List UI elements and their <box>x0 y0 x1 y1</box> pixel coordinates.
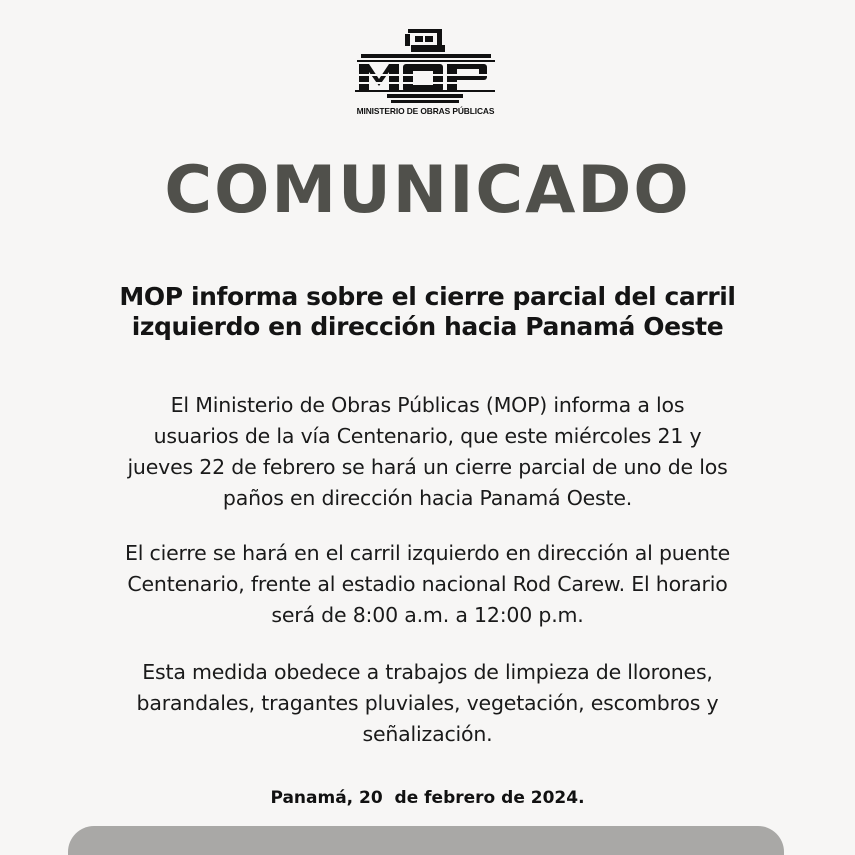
paragraph-line: usuarios de la vía Centenario, que este miércoles 21 y <box>153 424 702 448</box>
paragraph-line: Centenario, frente al estadio nacional Rod Carew. El horario <box>127 572 728 596</box>
paragraph-line: será de 8:00 a.m. a 12:00 p.m. <box>271 603 584 627</box>
paragraph-line: El Ministerio de Obras Públicas (MOP) informa a los <box>170 393 685 417</box>
paragraph-2 <box>60 538 795 631</box>
headline-line: MOP informa sobre el cierre parcial del carril <box>119 282 736 311</box>
paragraph-line: barandales, tragantes pluviales, vegetación, escombros y <box>136 691 719 715</box>
paragraph-line: jueves 22 de febrero se hará un cierre parcial de uno de los <box>127 455 728 479</box>
paragraph-line: señalización. <box>362 722 493 746</box>
paragraph-1 <box>60 390 795 514</box>
logo-caption: MINISTERIO DE OBRAS PÚBLICAS <box>356 106 495 116</box>
headline-line: izquierdo en dirección hacia Panamá Oeste <box>131 312 724 341</box>
paragraph-3 <box>60 657 795 750</box>
headline <box>40 282 815 342</box>
paragraph-line: Esta medida obedece a trabajos de limpieza de llorones, <box>142 660 713 684</box>
paragraph-line: paños en dirección hacia Panamá Oeste. <box>222 486 633 510</box>
footer-bar <box>68 826 784 855</box>
paragraph-line: El cierre se hará en el carril izquierdo en dirección al puente <box>124 541 731 565</box>
page-title: COMUNICADO <box>164 153 691 228</box>
dateline: Panamá, 20 de febrero de 2024. <box>270 788 585 808</box>
